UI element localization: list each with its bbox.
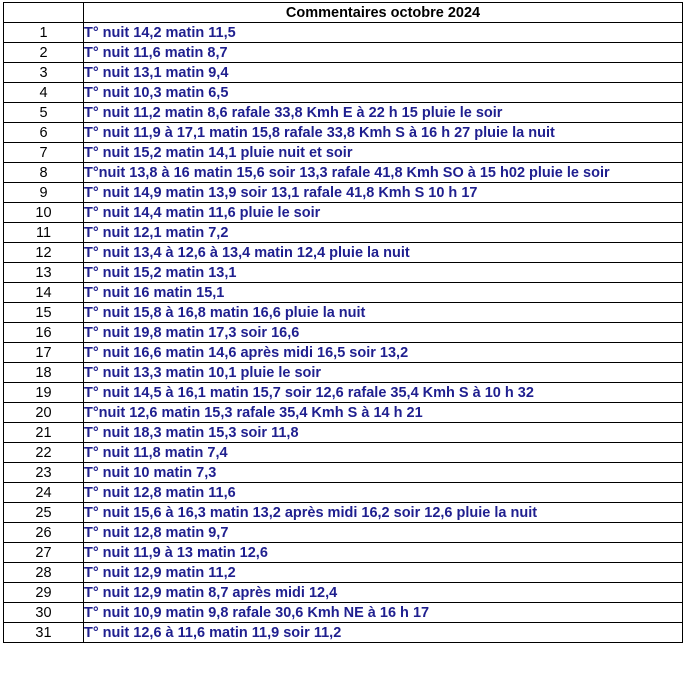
comment-cell[interactable]: T° nuit 12,1 matin 7,2: [84, 223, 683, 243]
table-row: [4, 363, 683, 383]
comment-cell[interactable]: T° nuit 14,9 matin 13,9 soir 13,1 rafale 41,8 Kmh S 10 h 17: [84, 183, 683, 203]
day-number-cell[interactable]: 12: [4, 243, 84, 263]
table-row: [4, 143, 683, 163]
table-row: [4, 543, 683, 563]
comment-cell[interactable]: T° nuit 16 matin 15,1: [84, 283, 683, 303]
table-row: [4, 223, 683, 243]
day-number-cell[interactable]: 22: [4, 443, 84, 463]
comment-cell[interactable]: T° nuit 15,8 à 16,8 matin 16,6 pluie la nuit: [84, 303, 683, 323]
comment-cell[interactable]: T° nuit 13,1 matin 9,4: [84, 63, 683, 83]
table-row: [4, 303, 683, 323]
comment-cell[interactable]: T° nuit 11,9 à 17,1 matin 15,8 rafale 33,8 Kmh S à 16 h 27 pluie la nuit: [84, 123, 683, 143]
table-row: [4, 623, 683, 643]
table-row: [4, 83, 683, 103]
table-row: [4, 403, 683, 423]
day-number-cell[interactable]: 7: [4, 143, 84, 163]
table-row: [4, 523, 683, 543]
day-number-cell[interactable]: 8: [4, 163, 84, 183]
table-row: [4, 43, 683, 63]
day-number-cell[interactable]: 10: [4, 203, 84, 223]
comment-cell[interactable]: T° nuit 11,8 matin 7,4: [84, 443, 683, 463]
comments-table: [3, 2, 683, 643]
day-number-cell[interactable]: 4: [4, 83, 84, 103]
day-number-cell[interactable]: 17: [4, 343, 84, 363]
comment-cell[interactable]: T° nuit 10,3 matin 6,5: [84, 83, 683, 103]
day-number-cell[interactable]: 28: [4, 563, 84, 583]
table-row: [4, 383, 683, 403]
comment-cell[interactable]: T° nuit 10,9 matin 9,8 rafale 30,6 Kmh NE à 16 h 17: [84, 603, 683, 623]
table-row: [4, 163, 683, 183]
comment-cell[interactable]: T° nuit 11,2 matin 8,6 rafale 33,8 Kmh E à 22 h 15 pluie le soir: [84, 103, 683, 123]
day-number-cell[interactable]: 11: [4, 223, 84, 243]
table-row: [4, 123, 683, 143]
comment-cell[interactable]: T° nuit 12,6 à 11,6 matin 11,9 soir 11,2: [84, 623, 683, 643]
day-number-cell[interactable]: 19: [4, 383, 84, 403]
day-number-cell[interactable]: 14: [4, 283, 84, 303]
day-number-cell[interactable]: 1: [4, 23, 84, 43]
day-number-cell[interactable]: 20: [4, 403, 84, 423]
comment-cell[interactable]: T° nuit 12,8 matin 11,6: [84, 483, 683, 503]
comment-cell[interactable]: T° nuit 10 matin 7,3: [84, 463, 683, 483]
table-row: [4, 423, 683, 443]
table-row: [4, 263, 683, 283]
comment-cell[interactable]: T° nuit 11,6 matin 8,7: [84, 43, 683, 63]
table-title[interactable]: Commentaires octobre 2024: [84, 3, 683, 23]
header-day-cell[interactable]: [4, 3, 84, 23]
comment-cell[interactable]: T°nuit 12,6 matin 15,3 rafale 35,4 Kmh S à 14 h 21: [84, 403, 683, 423]
comment-cell[interactable]: T°nuit 13,8 à 16 matin 15,6 soir 13,3 rafale 41,8 Kmh SO à 15 h02 pluie le soir: [84, 163, 683, 183]
day-number-cell[interactable]: 16: [4, 323, 84, 343]
day-number-cell[interactable]: 24: [4, 483, 84, 503]
day-number-cell[interactable]: 29: [4, 583, 84, 603]
day-number-cell[interactable]: 2: [4, 43, 84, 63]
table-row: [4, 563, 683, 583]
comment-cell[interactable]: T° nuit 12,8 matin 9,7: [84, 523, 683, 543]
comment-cell[interactable]: T° nuit 18,3 matin 15,3 soir 11,8: [84, 423, 683, 443]
day-number-cell[interactable]: 25: [4, 503, 84, 523]
comment-cell[interactable]: T° nuit 11,9 à 13 matin 12,6: [84, 543, 683, 563]
day-number-cell[interactable]: 27: [4, 543, 84, 563]
comment-cell[interactable]: T° nuit 12,9 matin 11,2: [84, 563, 683, 583]
comment-cell[interactable]: T° nuit 13,3 matin 10,1 pluie le soir: [84, 363, 683, 383]
header-row: [4, 3, 683, 23]
table-row: [4, 463, 683, 483]
day-number-cell[interactable]: 3: [4, 63, 84, 83]
table-row: [4, 503, 683, 523]
comments-table-body: [4, 3, 683, 643]
comment-cell[interactable]: T° nuit 15,2 matin 13,1: [84, 263, 683, 283]
day-number-cell[interactable]: 26: [4, 523, 84, 543]
comment-cell[interactable]: T° nuit 19,8 matin 17,3 soir 16,6: [84, 323, 683, 343]
table-row: [4, 103, 683, 123]
day-number-cell[interactable]: 5: [4, 103, 84, 123]
comment-cell[interactable]: T° nuit 14,4 matin 11,6 pluie le soir: [84, 203, 683, 223]
day-number-cell[interactable]: 21: [4, 423, 84, 443]
table-row: [4, 343, 683, 363]
comment-cell[interactable]: T° nuit 15,2 matin 14,1 pluie nuit et soir: [84, 143, 683, 163]
table-row: [4, 203, 683, 223]
table-row: [4, 603, 683, 623]
table-row: [4, 283, 683, 303]
day-number-cell[interactable]: 23: [4, 463, 84, 483]
comment-cell[interactable]: T° nuit 14,5 à 16,1 matin 15,7 soir 12,6 rafale 35,4 Kmh S à 10 h 32: [84, 383, 683, 403]
day-number-cell[interactable]: 13: [4, 263, 84, 283]
table-row: [4, 23, 683, 43]
day-number-cell[interactable]: 30: [4, 603, 84, 623]
table-row: [4, 63, 683, 83]
day-number-cell[interactable]: 9: [4, 183, 84, 203]
day-number-cell[interactable]: 6: [4, 123, 84, 143]
comment-cell[interactable]: T° nuit 15,6 à 16,3 matin 13,2 après midi 16,2 soir 12,6 pluie la nuit: [84, 503, 683, 523]
comment-cell[interactable]: T° nuit 14,2 matin 11,5: [84, 23, 683, 43]
table-row: [4, 483, 683, 503]
comment-cell[interactable]: T° nuit 16,6 matin 14,6 après midi 16,5 soir 13,2: [84, 343, 683, 363]
table-row: [4, 323, 683, 343]
table-row: [4, 243, 683, 263]
table-row: [4, 443, 683, 463]
table-row: [4, 183, 683, 203]
comment-cell[interactable]: T° nuit 12,9 matin 8,7 après midi 12,4: [84, 583, 683, 603]
day-number-cell[interactable]: 15: [4, 303, 84, 323]
day-number-cell[interactable]: 18: [4, 363, 84, 383]
day-number-cell[interactable]: 31: [4, 623, 84, 643]
table-row: [4, 583, 683, 603]
comment-cell[interactable]: T° nuit 13,4 à 12,6 à 13,4 matin 12,4 pluie la nuit: [84, 243, 683, 263]
